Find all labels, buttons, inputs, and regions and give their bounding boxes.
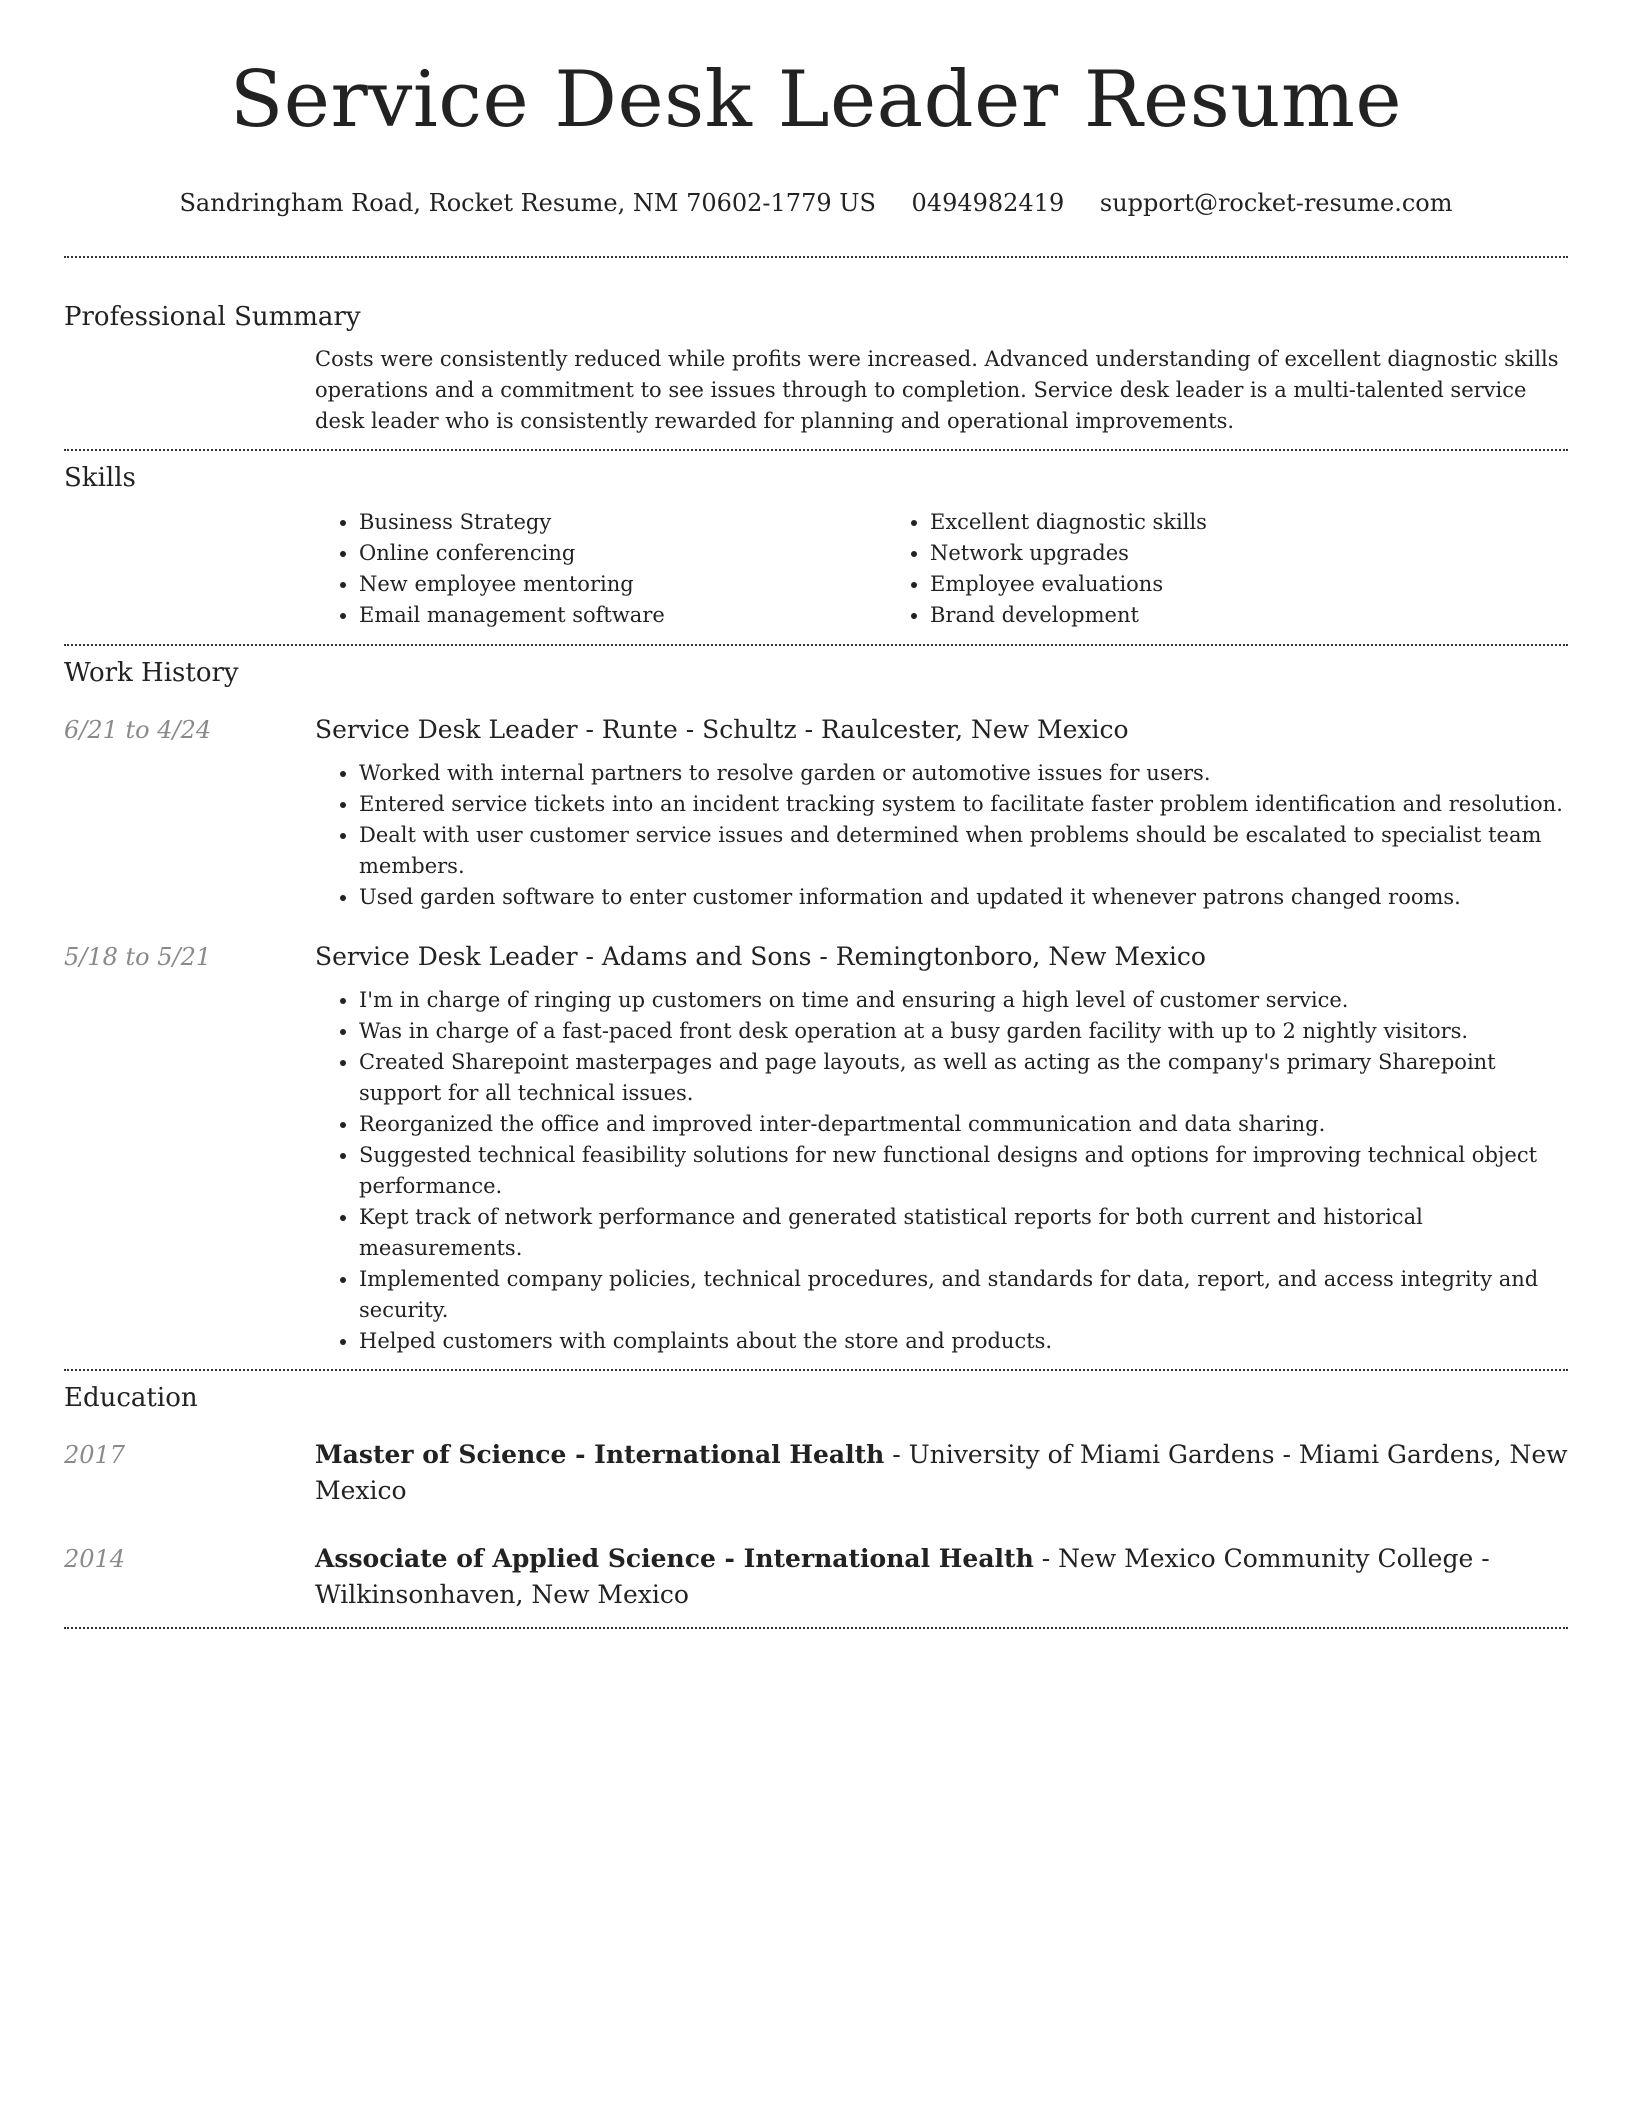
section-divider [64,256,1568,258]
skills-heading: Skills [64,463,136,493]
work-history-section [64,656,1568,1357]
skills-list [315,507,1568,631]
job-bullet: • Suggested technical feasibility solutions for new functional designs and options for improving technical object performance. [359,1140,1568,1202]
skill-item: • Brand development [930,600,1207,631]
job-dates: 6/21 to 4/24 [64,716,212,744]
job-bullet: • Kept track of network performance and generated statistical reports for both current and historical measurements. [359,1202,1568,1264]
school-info: - University of Miami Gardens - Miami Gardens, New Mexico [315,1440,1568,1505]
job-dates: 5/18 to 5/21 [64,943,212,971]
section-divider [64,1627,1568,1629]
contact-phone: 0494982419 [911,189,1065,217]
education-section [64,1381,1568,1613]
skill-item: • Network upgrades [930,538,1207,569]
job-bullets [315,985,1568,1357]
section-divider [64,449,1568,451]
job-bullet: • Entered service tickets into an incident tracking system to facilitate faster problem identification and resolution. [359,789,1568,820]
job-bullet: • I'm in charge of ringing up customers on time and ensuring a high level of customer service. [359,985,1568,1016]
contact-address: Sandringham Road, Rocket Resume, NM 70602-1779 US [179,189,876,217]
job-heading [315,939,1568,975]
job-bullet: • Worked with internal partners to resolve garden or automotive issues for users. [359,758,1568,789]
job-entry [64,712,1568,913]
education-heading-line [315,1541,1568,1613]
job-bullet: • Implemented company policies, technical procedures, and standards for data, report, and access integrity and security. [359,1264,1568,1326]
job-employer: - Runte - Schultz - Raulcester, New Mexico [577,715,1129,744]
skill-item: • Business Strategy [359,507,886,538]
skills-section [64,461,1568,631]
job-bullet: • Dealt with user customer service issues and determined when problems should be escalated to specialist team members. [359,820,1568,882]
skill-item: • Online conferencing [359,538,886,569]
summary-text: Costs were consistently reduced while profits were increased. Advanced understanding of excellent diagnostic skills operations and a commitment to see issues through to completion. Service desk leader is a multi-talented service desk leader who is consistently rewarded for planning and operational improvements. [315,347,1559,433]
summary-section [64,300,1568,437]
job-entry [64,939,1568,1357]
skill-item: • Excellent diagnostic skills [930,507,1207,538]
resume-title: Service Desk Leader Resume [229,55,1403,145]
school-info: - New Mexico Community College - Wilkinsonhaven, New Mexico [315,1544,1490,1609]
contact-line [64,188,1568,218]
job-title: Service Desk Leader [315,715,578,744]
section-divider [64,1369,1568,1371]
job-heading [315,712,1568,748]
job-bullet: • Helped customers with complaints about the store and products. [359,1326,1568,1357]
degree-name: Master of Science - International Health [315,1440,885,1469]
job-bullet: • Used garden software to enter customer information and updated it whenever patrons changed rooms. [359,882,1568,913]
section-divider [64,644,1568,646]
education-year: 2014 [64,1545,126,1573]
job-bullets [315,758,1568,913]
education-heading-line [315,1437,1568,1509]
job-bullet: • Created Sharepoint masterpages and page layouts, as well as acting as the company's primary Sharepoint support for all technical issues. [359,1047,1568,1109]
skills-column-1 [315,507,886,631]
job-employer: - Adams and Sons - Remingtonboro, New Mexico [577,942,1206,971]
job-bullet: • Reorganized the office and improved inter-departmental communication and data sharing. [359,1109,1568,1140]
skill-item: • Email management software [359,600,886,631]
education-year: 2017 [64,1441,126,1469]
education-heading: Education [64,1383,198,1413]
summary-heading: Professional Summary [64,302,361,332]
contact-email: support@rocket-resume.com [1099,189,1453,217]
skills-column-2 [886,507,1207,631]
degree-name: Associate of Applied Science - International Health [315,1544,1034,1573]
skill-item: • New employee mentoring [359,569,886,600]
education-entry [64,1437,1568,1509]
job-bullet: • Was in charge of a fast-paced front desk operation at a busy garden facility with up to 2 nightly visitors. [359,1016,1568,1047]
skill-item: • Employee evaluations [930,569,1207,600]
education-entry [64,1541,1568,1613]
job-title: Service Desk Leader [315,942,578,971]
work-history-heading: Work History [64,658,239,688]
